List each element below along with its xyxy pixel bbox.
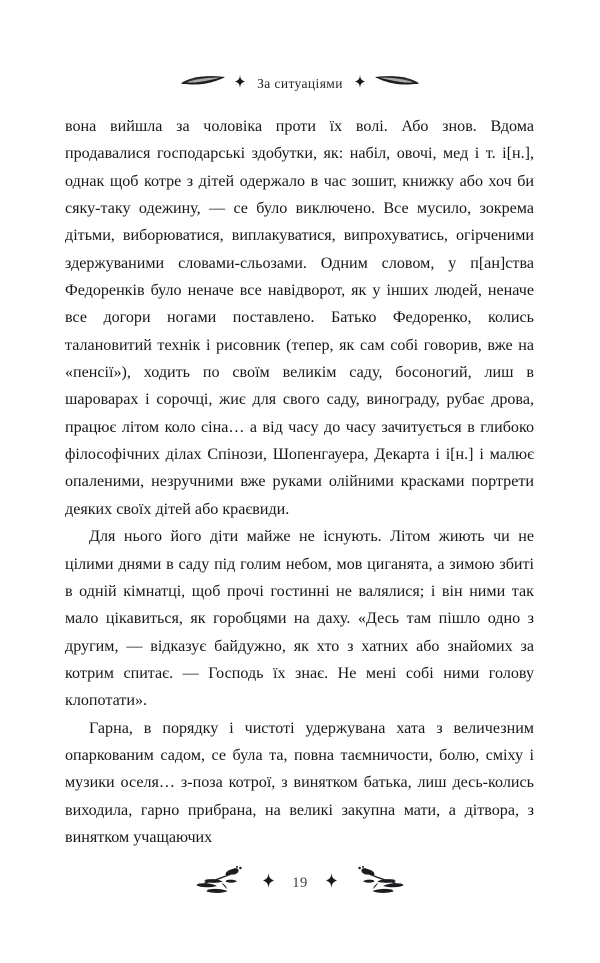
paragraph: Гарна, в порядку і чистоті удержувана хата з величезним опаркованим садом, се була та, повна таємничости, болю, сміху і музики оселя… з-поза котрої, з винятком батька, лиш десь-колись виходила, гарно прибрана, на великі закупна мати, а дітвора, з винятком учащаючих — [65, 719, 534, 846]
paragraph: вона вийшла за чоловіка проти їх волі. Або знов. Вдома продавалися господарські здобутки, як: набіл, овочі, мед і т. і[н.], однак щоб котре з дітей одержало в час зошит, книжку або хоч би сяку-таку одежину, — се було виключено. Все мусило, зокрема дітьми, виборюватися, виплакуватися, випрохуватись, огірченими здержуваними словами-сльозами. Одним словом, у п[ан]ства Федоренків було неначе все навідворот, як у інших людей, неначе все догори ногами поставлено. Батько Федоренко, колись талановитий технік і рисовник (тепер, як сам собі говорив, вже на «пенсії»), ходить по своїм великім саду, босоногий, лиш в шароварах і сорочці, жиє для свого саду, винограду, рубає дрова, працює літом коло сіна… а від часу до часу зачитується в глибоко філософічних ділах Спінози, Шопенгауера, Декарта і і[н.] і малює опаленими, незручними вже руками олійними красками портрети деяких своїх дітей або краєвиди. — [65, 118, 534, 518]
running-head — [0, 70, 600, 98]
diamond-ornament — [326, 873, 337, 893]
paragraph: Для нього його діти майже не існують. Літом жиють чи не цілими днями в саду під голим небом, мов циганята, а зимою збиті в одній кімнатці, щоб прочі гостинні не валялися; і він ними так мало цікавиться, як горобцями на даху. «Десь там пішло одно з другим, — відказує байдужно, як хто з хатних або знайомих за котрим спитає. — Господь їх знає. Не мені собі ними голову клопотати». — [65, 528, 534, 710]
running-head-title: За ситуаціями — [257, 76, 343, 92]
floral-sprig-ornament — [350, 866, 412, 901]
floral-sprig-ornament — [188, 866, 250, 901]
diamond-ornament — [263, 873, 274, 893]
page-footer — [0, 862, 600, 904]
diamond-ornament — [355, 75, 365, 93]
page-number: 19 — [292, 874, 308, 891]
leaf-lens-ornament — [180, 75, 226, 93]
leaf-lens-ornament — [374, 75, 420, 93]
diamond-ornament — [235, 75, 245, 93]
body-text — [65, 113, 534, 851]
